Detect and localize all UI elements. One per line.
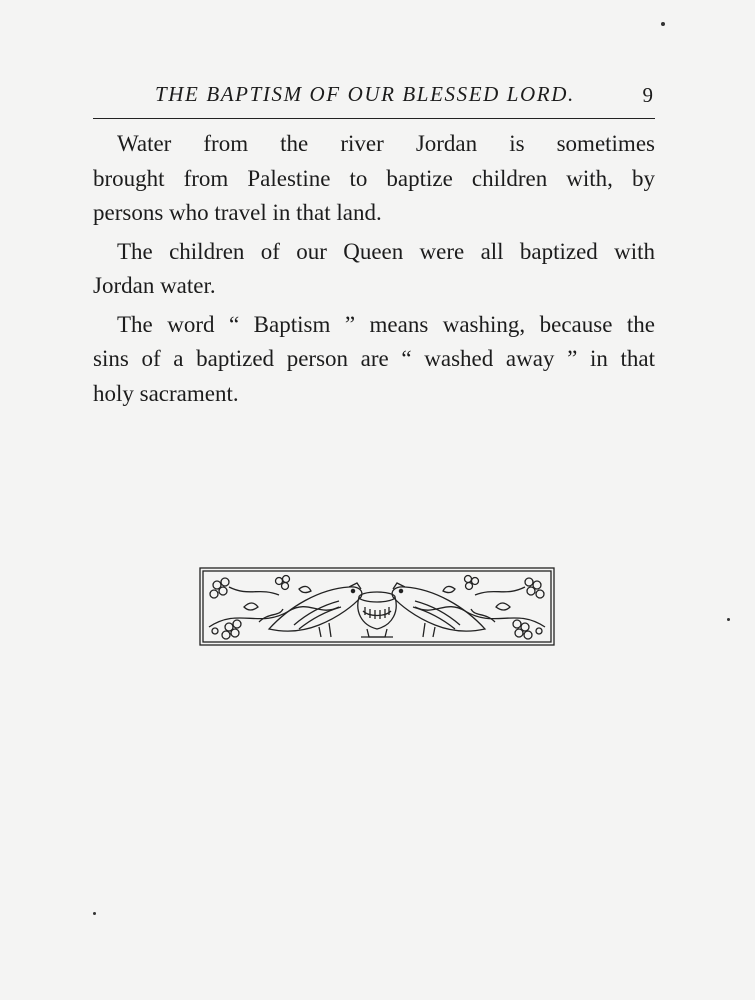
header-rule [93, 118, 655, 119]
running-head [93, 82, 655, 112]
print-speck [727, 618, 730, 621]
text-line: The children of our Queen were all baptized with [117, 238, 655, 264]
text-line: persons who travel in that land. [93, 200, 382, 225]
paragraph [93, 308, 655, 412]
paragraph [93, 235, 655, 304]
paragraph [93, 127, 655, 231]
text-line: Jordan water. [93, 273, 216, 298]
running-title: THE BAPTISM OF OUR BLESSED LORD. [155, 82, 575, 106]
page-number: 9 [642, 83, 653, 107]
text-line: Water from the river Jordan is sometimes [117, 131, 655, 156]
birds-and-urn-ornament [199, 567, 555, 646]
text-line: The word “ Baptism ” means washing, because the [117, 311, 655, 337]
print-speck [661, 22, 665, 26]
text-line: sins of a baptized person are “ washed away ” in that [93, 346, 655, 371]
print-speck [93, 912, 96, 915]
text-line: brought from Palestine to baptize children with, by [93, 165, 655, 191]
body-text [93, 127, 655, 415]
text-line: holy sacrament. [93, 380, 239, 406]
